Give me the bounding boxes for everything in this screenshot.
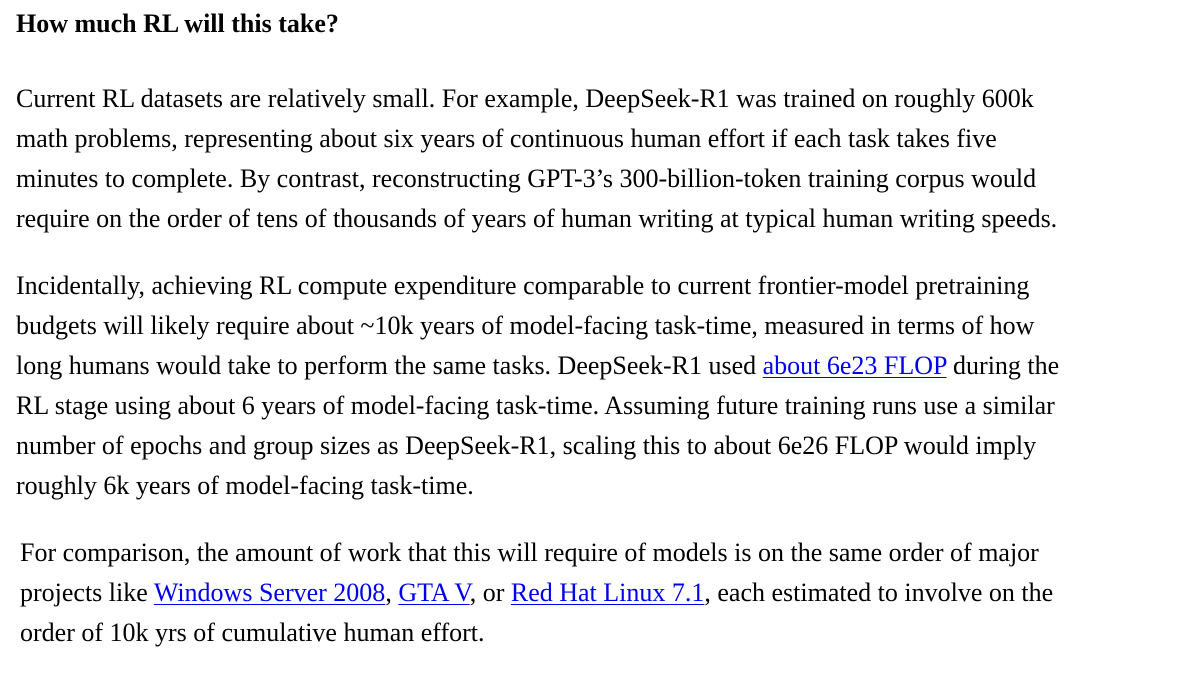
text-fragment: projects like	[20, 578, 154, 607]
paragraph-line	[20, 573, 1188, 613]
paragraph-line: RL stage using about 6 years of model-facing task-time. Assuming future training runs use a similar	[16, 391, 1055, 420]
paragraph-line: order of 10k yrs of cumulative human effort.	[20, 618, 485, 647]
section-heading: How much RL will this take?	[16, 9, 339, 38]
text-fragment: ,	[385, 578, 399, 607]
paragraph-comparison	[16, 533, 1188, 653]
paragraph-line: minutes to complete. By contrast, reconstructing GPT-3’s 300-billion-token training corpus would	[16, 164, 1037, 193]
paragraph-line: Incidentally, achieving RL compute expenditure comparable to current frontier-model pretraining	[16, 271, 1030, 300]
paragraph-line: require on the order of tens of thousands of years of human writing at typical human writing speeds.	[16, 204, 1058, 233]
paragraph-rl-datasets	[16, 79, 1188, 239]
paragraph-line: number of epochs and group sizes as DeepSeek-R1, scaling this to about 6e26 FLOP would imply	[16, 431, 1037, 460]
paragraph-line: budgets will likely require about ~10k years of model-facing task-time, measured in terms of how	[16, 311, 1035, 340]
article-section	[16, 6, 1188, 653]
paragraph-rl-compute	[16, 266, 1188, 506]
text-fragment: , or	[469, 578, 511, 607]
link-6e23-flop[interactable]: about 6e23 FLOP	[762, 351, 947, 380]
link-gta-v[interactable]: GTA V	[398, 578, 470, 607]
link-red-hat-linux-7-1[interactable]: Red Hat Linux 7.1	[510, 578, 705, 607]
paragraph-line: Current RL datasets are relatively small. For example, DeepSeek-R1 was trained on roughly 600k	[16, 84, 1034, 113]
paragraph-line: math problems, representing about six years of continuous human effort if each task takes five	[16, 124, 997, 153]
paragraph-line: For comparison, the amount of work that this will require of models is on the same order of major	[20, 538, 1039, 567]
paragraph-line: roughly 6k years of model-facing task-time.	[16, 471, 474, 500]
text-fragment: during the	[946, 351, 1060, 380]
link-windows-server-2008[interactable]: Windows Server 2008	[153, 578, 386, 607]
paragraph-line	[16, 346, 1188, 386]
text-fragment: , each estimated to involve on the	[704, 578, 1054, 607]
text-fragment: long humans would take to perform the same tasks. DeepSeek-R1 used	[16, 351, 763, 380]
